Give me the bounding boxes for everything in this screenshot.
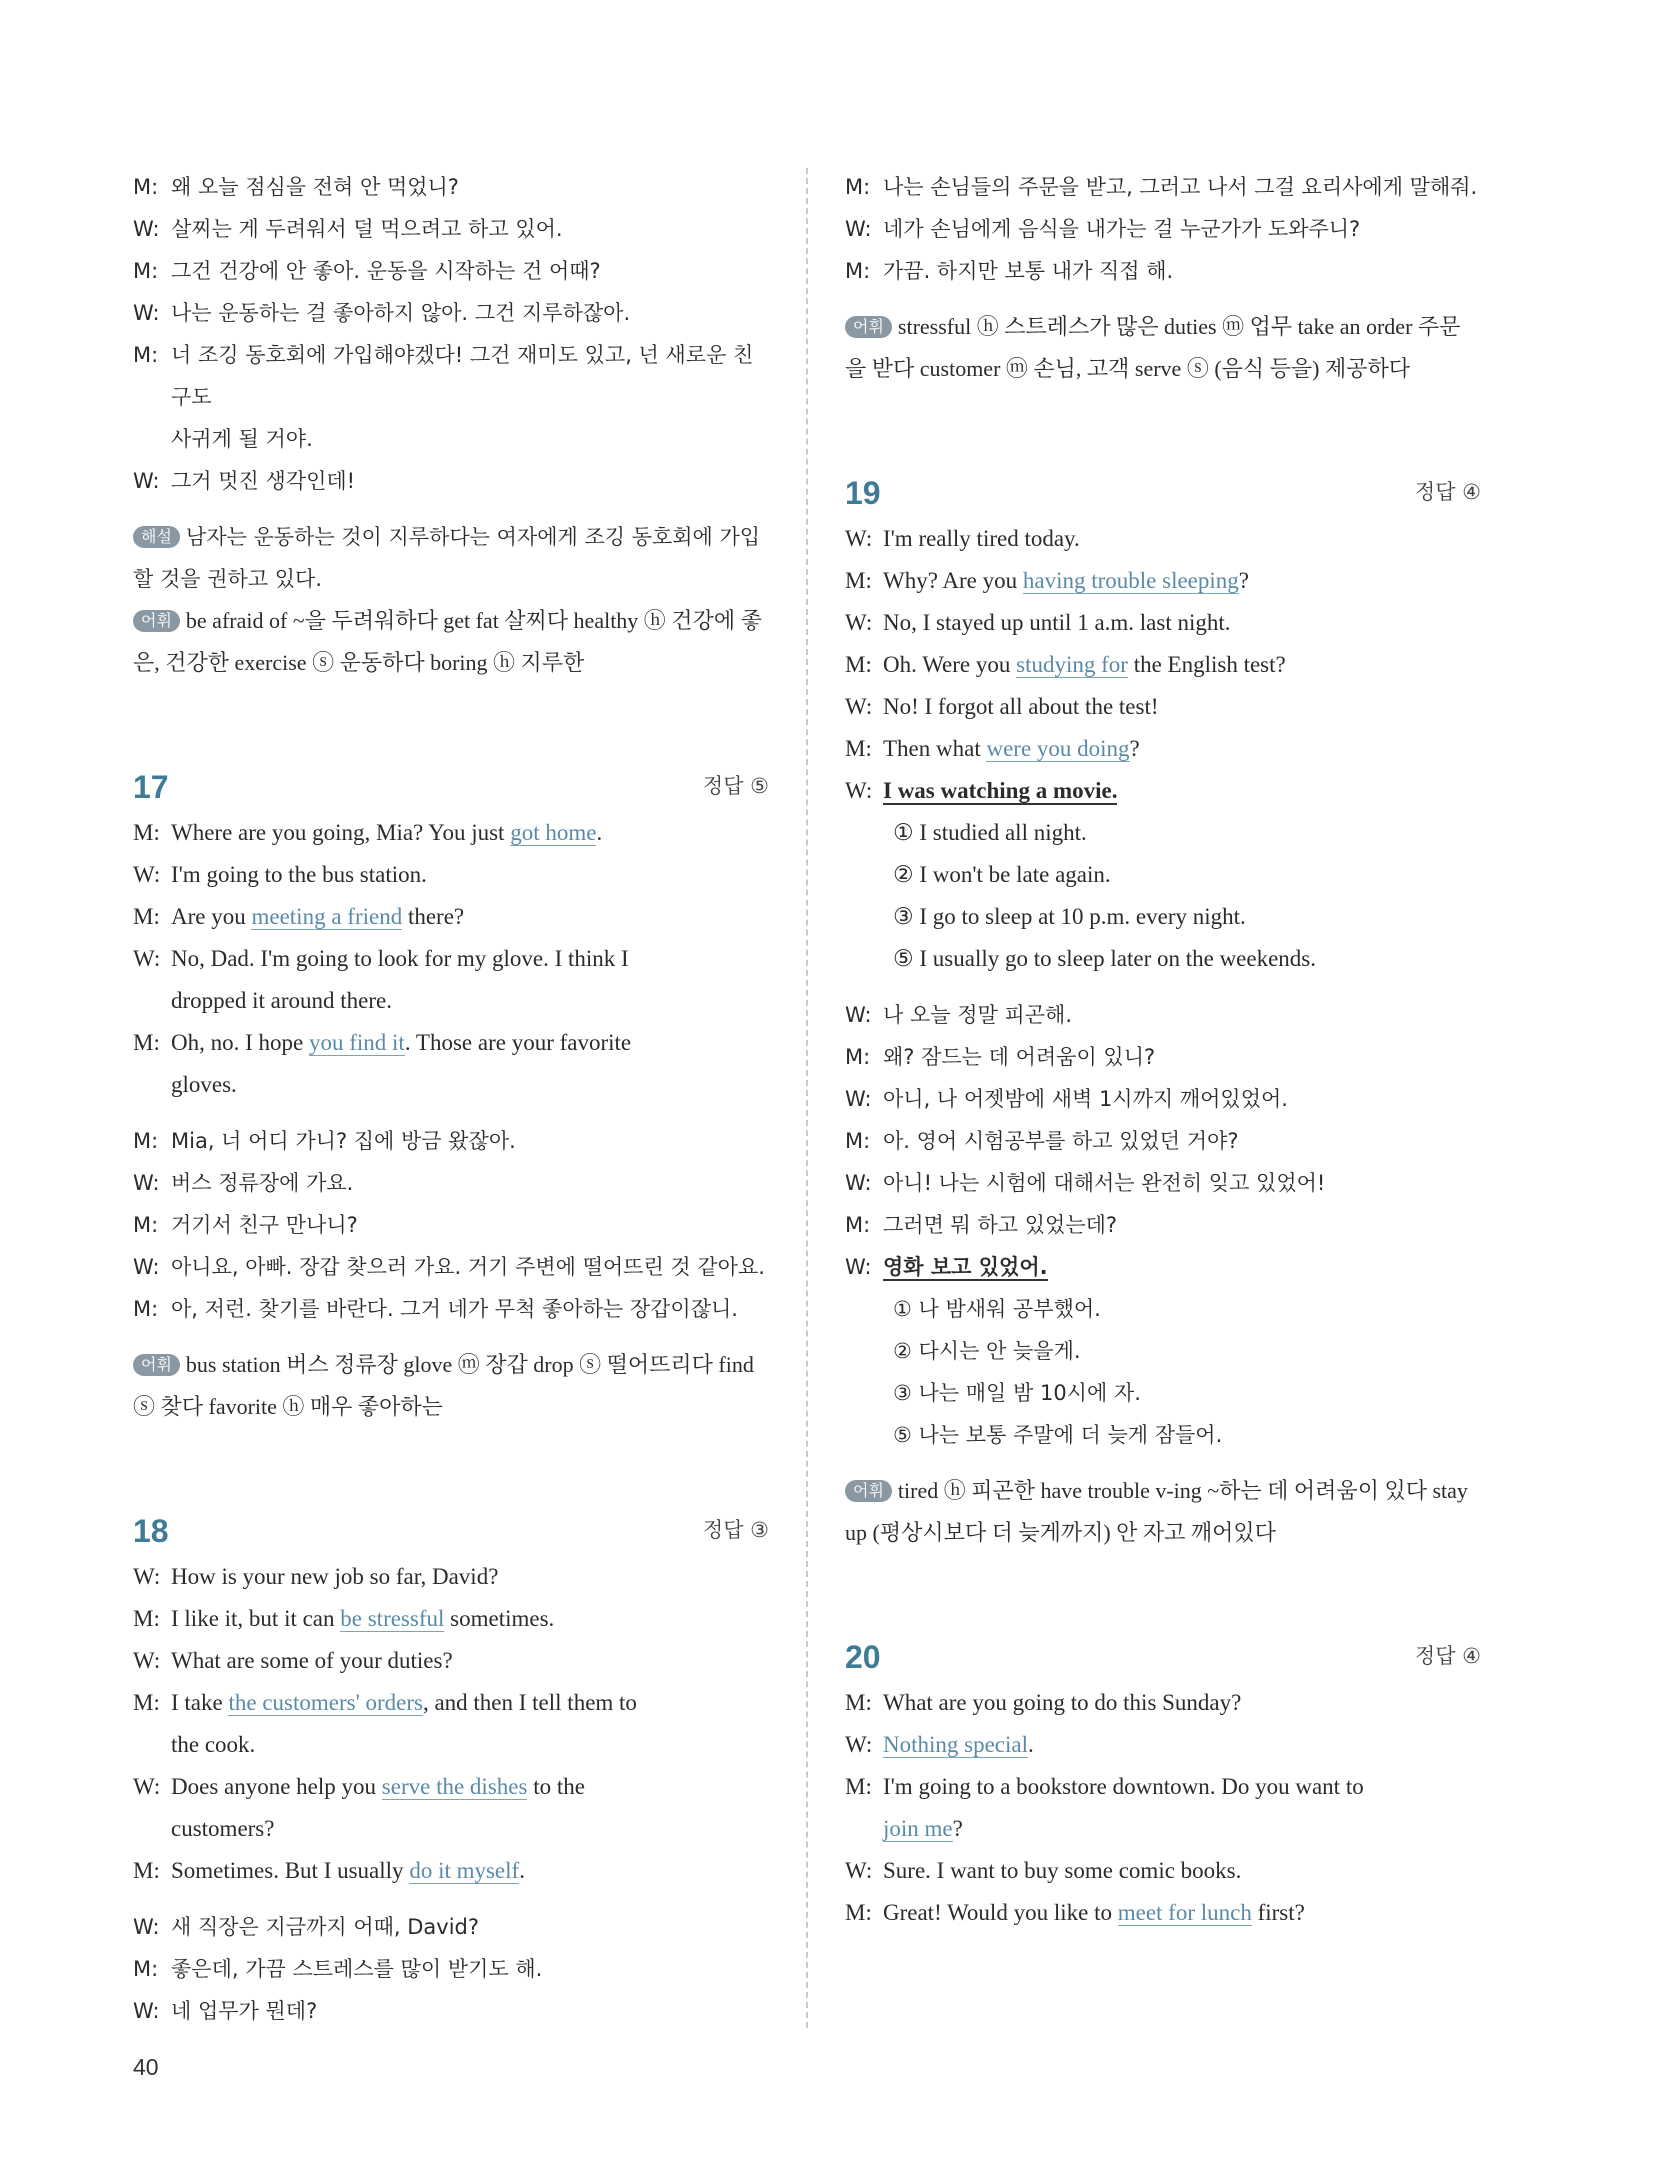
dialogue-19-korean [845, 994, 1481, 1246]
question-18-header [133, 1502, 769, 1550]
dialogue-line: W: 그거 멋진 생각인데! [133, 469, 356, 493]
dialogue-line: W: 아니! 나는 시험에 대해서는 완전히 잊고 있었어! [845, 1171, 1326, 1195]
dialogue-line: W: I'm going to the bus station. [133, 862, 427, 887]
dialogue-line: M: Great! Would you like to meet for lunch first? [845, 1900, 1305, 1925]
dialogue-line: W: I'm really tired today. [845, 526, 1080, 551]
dialogue-continuation: 사귀게 될 거야. [171, 427, 313, 451]
dialogue-line: M: 좋은데, 가끔 스트레스를 많이 받기도 해. [133, 1957, 543, 1981]
dialogue-line: M: 아, 저런. 찾기를 바란다. 그거 네가 무척 좋아하는 장갑이잖니. [133, 1297, 738, 1321]
left-column [133, 166, 769, 2032]
page-number: 40 [133, 2054, 159, 2080]
answer-option: ⑤ 나는 보통 주말에 더 늦게 잠들어. [893, 1423, 1223, 1447]
answer-label: 정답 ④ [1414, 480, 1481, 504]
dialogue-line: W: Does anyone help you serve the dishes to the [133, 1774, 585, 1799]
dialogue-line: M: 나는 손님들의 주문을 받고, 그러고 나서 그걸 요리사에게 말해줘. [845, 175, 1478, 199]
dialogue-line: W: 네 업무가 뭔데? [133, 1999, 318, 2023]
dialogue-18-korean [133, 1906, 769, 2032]
right-column [845, 166, 1481, 1934]
answer-label: 정답 ④ [1414, 1644, 1481, 1668]
vocab-tag: 어휘 [133, 610, 180, 632]
dialogue-line: M: 왜? 잠드는 데 어려움이 있니? [845, 1045, 1156, 1069]
vocab-18: 어휘 stressful ⓗ 스트레스가 많은 duties ⓜ 업무 take an order 주문을 받다 customer ⓜ 손님, 고객 serve ⓢ (음식 등을) 제공하다 [845, 314, 1461, 381]
answer-option: ① 나 밤새워 공부했어. [893, 1297, 1101, 1321]
dialogue-continuation: join me? [883, 1816, 963, 1841]
dialogue-line: M: Why? Are you having trouble sleeping? [845, 568, 1250, 593]
dialogue-line: W: 네가 손님에게 음식을 내가는 걸 누군가가 도와주니? [845, 217, 1361, 241]
dialogue-line: M: What are you going to do this Sunday? [845, 1690, 1242, 1715]
dialogue-17-korean [133, 1120, 769, 1330]
question-20-header [845, 1628, 1481, 1676]
answer-options-korean [845, 1288, 1481, 1456]
question-number: 18 [133, 1513, 169, 1549]
question-19-header [845, 464, 1481, 512]
answer-option: ⑤ I usually go to sleep later on the weekends. [893, 946, 1317, 971]
dialogue-answer-line: W: I was watching a movie. [845, 778, 1118, 803]
dialogue-line: W: 살찌는 게 두려워서 덜 먹으려고 하고 있어. [133, 217, 563, 241]
dialogue-line: W: What are some of your duties? [133, 1648, 453, 1673]
dialogue-line: W: Nothing special. [845, 1732, 1034, 1757]
answer-option: ③ I go to sleep at 10 p.m. every night. [893, 904, 1246, 929]
dialogue-line: W: No, I stayed up until 1 a.m. last night. [845, 610, 1231, 635]
vocab-17: 어휘 bus station 버스 정류장 glove ⓜ 장갑 drop ⓢ 떨어뜨리다 find ⓢ 찾다 favorite ⓗ 매우 좋아하는 [133, 1352, 754, 1419]
dialogue-line: W: No! I forgot all about the test! [845, 694, 1159, 719]
answer-option: ② 다시는 안 늦을게. [893, 1339, 1081, 1363]
answer-option: ① I studied all night. [893, 820, 1087, 845]
answer-label: 정답 ③ [702, 1518, 769, 1542]
dialogue-line: M: I take the customers' orders, and then I tell them to [133, 1690, 637, 1715]
dialogue-line: M: 그러면 뭐 하고 있었는데? [845, 1213, 1118, 1237]
dialogue-line: M: I'm going to a bookstore downtown. Do you want to [845, 1774, 1364, 1799]
dialogue-line: M: 너 조깅 동호회에 가입해야겠다! 그건 재미도 있고, 넌 새로운 친구도 [133, 343, 754, 409]
question-number: 17 [133, 769, 169, 805]
dialogue-line: W: 나는 운동하는 걸 좋아하지 않아. 그건 지루하잖아. [133, 301, 631, 325]
dialogue-continuation: gloves. [171, 1072, 237, 1097]
dialogue-line: M: 가끔. 하지만 보통 내가 직접 해. [845, 259, 1174, 283]
answer-option: ② I won't be late again. [893, 862, 1111, 887]
dialogue-line: M: 왜 오늘 점심을 전혀 안 먹었니? [133, 175, 459, 199]
dialogue-line: W: 아니요, 아빠. 장갑 찾으러 가요. 거기 주변에 떨어뜨린 것 같아요. [133, 1255, 765, 1279]
vocab-19: 어휘 tired ⓗ 피곤한 have trouble v-ing ~하는 데 어려움이 있다 stay up (평상시보다 더 늦게까지) 안 자고 깨어있다 [845, 1478, 1468, 1545]
dialogue-18-korean-continued [845, 166, 1481, 292]
question-17-header [133, 758, 769, 806]
dialogue-line: M: 아. 영어 시험공부를 하고 있었던 거야? [845, 1129, 1239, 1153]
dialogue-line: M: Oh, no. I hope you find it. Those are your favorite [133, 1030, 632, 1055]
dialogue-continuation: customers? [171, 1816, 275, 1841]
dialogue-line: W: No, Dad. I'm going to look for my glove. I think I [133, 946, 629, 971]
dialogue-16-korean [133, 166, 769, 502]
dialogue-line: M: Mia, 너 어디 가니? 집에 방금 왔잖아. [133, 1129, 516, 1153]
dialogue-line: W: Sure. I want to buy some comic books. [845, 1858, 1242, 1883]
dialogue-continuation: dropped it around there. [171, 988, 392, 1013]
dialogue-answer-line-korean: W: 영화 보고 있었어. [845, 1255, 1048, 1279]
answer-options [845, 812, 1481, 980]
dialogue-line: M: Sometimes. But I usually do it myself. [133, 1858, 525, 1883]
dialogue-line: W: 버스 정류장에 가요. [133, 1171, 354, 1195]
dialogue-line: M: Then what were you doing? [845, 736, 1140, 761]
vocab-16: 어휘 be afraid of ~을 두려워하다 get fat 살찌다 healthy ⓗ 건강에 좋은, 건강한 exercise ⓢ 운동하다 boring ⓗ 지루한 [133, 608, 762, 675]
question-number: 19 [845, 475, 881, 511]
question-number: 20 [845, 1639, 881, 1675]
dialogue-continuation: the cook. [171, 1732, 256, 1757]
dialogue-line: M: Where are you going, Mia? You just got home. [133, 820, 603, 845]
answer-option: ③ 나는 매일 밤 10시에 자. [893, 1381, 1141, 1405]
dialogue-line: W: 아니, 나 어젯밤에 새벽 1시까지 깨어있었어. [845, 1087, 1288, 1111]
answer-label: 정답 ⑤ [702, 774, 769, 798]
column-divider [806, 168, 808, 2028]
dialogue-line: M: I like it, but it can be stressful sometimes. [133, 1606, 555, 1631]
dialogue-line: W: How is your new job so far, David? [133, 1564, 499, 1589]
dialogue-line: M: 그건 건강에 안 좋아. 운동을 시작하는 건 어때? [133, 259, 601, 283]
dialogue-line: W: 나 오늘 정말 피곤해. [845, 1003, 1072, 1027]
dialogue-line: M: Are you meeting a friend there? [133, 904, 465, 929]
dialogue-line: M: 거기서 친구 만나니? [133, 1213, 358, 1237]
dialogue-line: M: Oh. Were you studying for the English test? [845, 652, 1286, 677]
explanation-tag: 해설 [133, 526, 180, 548]
explanation-16: 해설 남자는 운동하는 것이 지루하다는 여자에게 조깅 동호회에 가입할 것을 권하고 있다. [133, 525, 761, 591]
dialogue-line: W: 새 직장은 지금까지 어때, David? [133, 1915, 480, 1939]
